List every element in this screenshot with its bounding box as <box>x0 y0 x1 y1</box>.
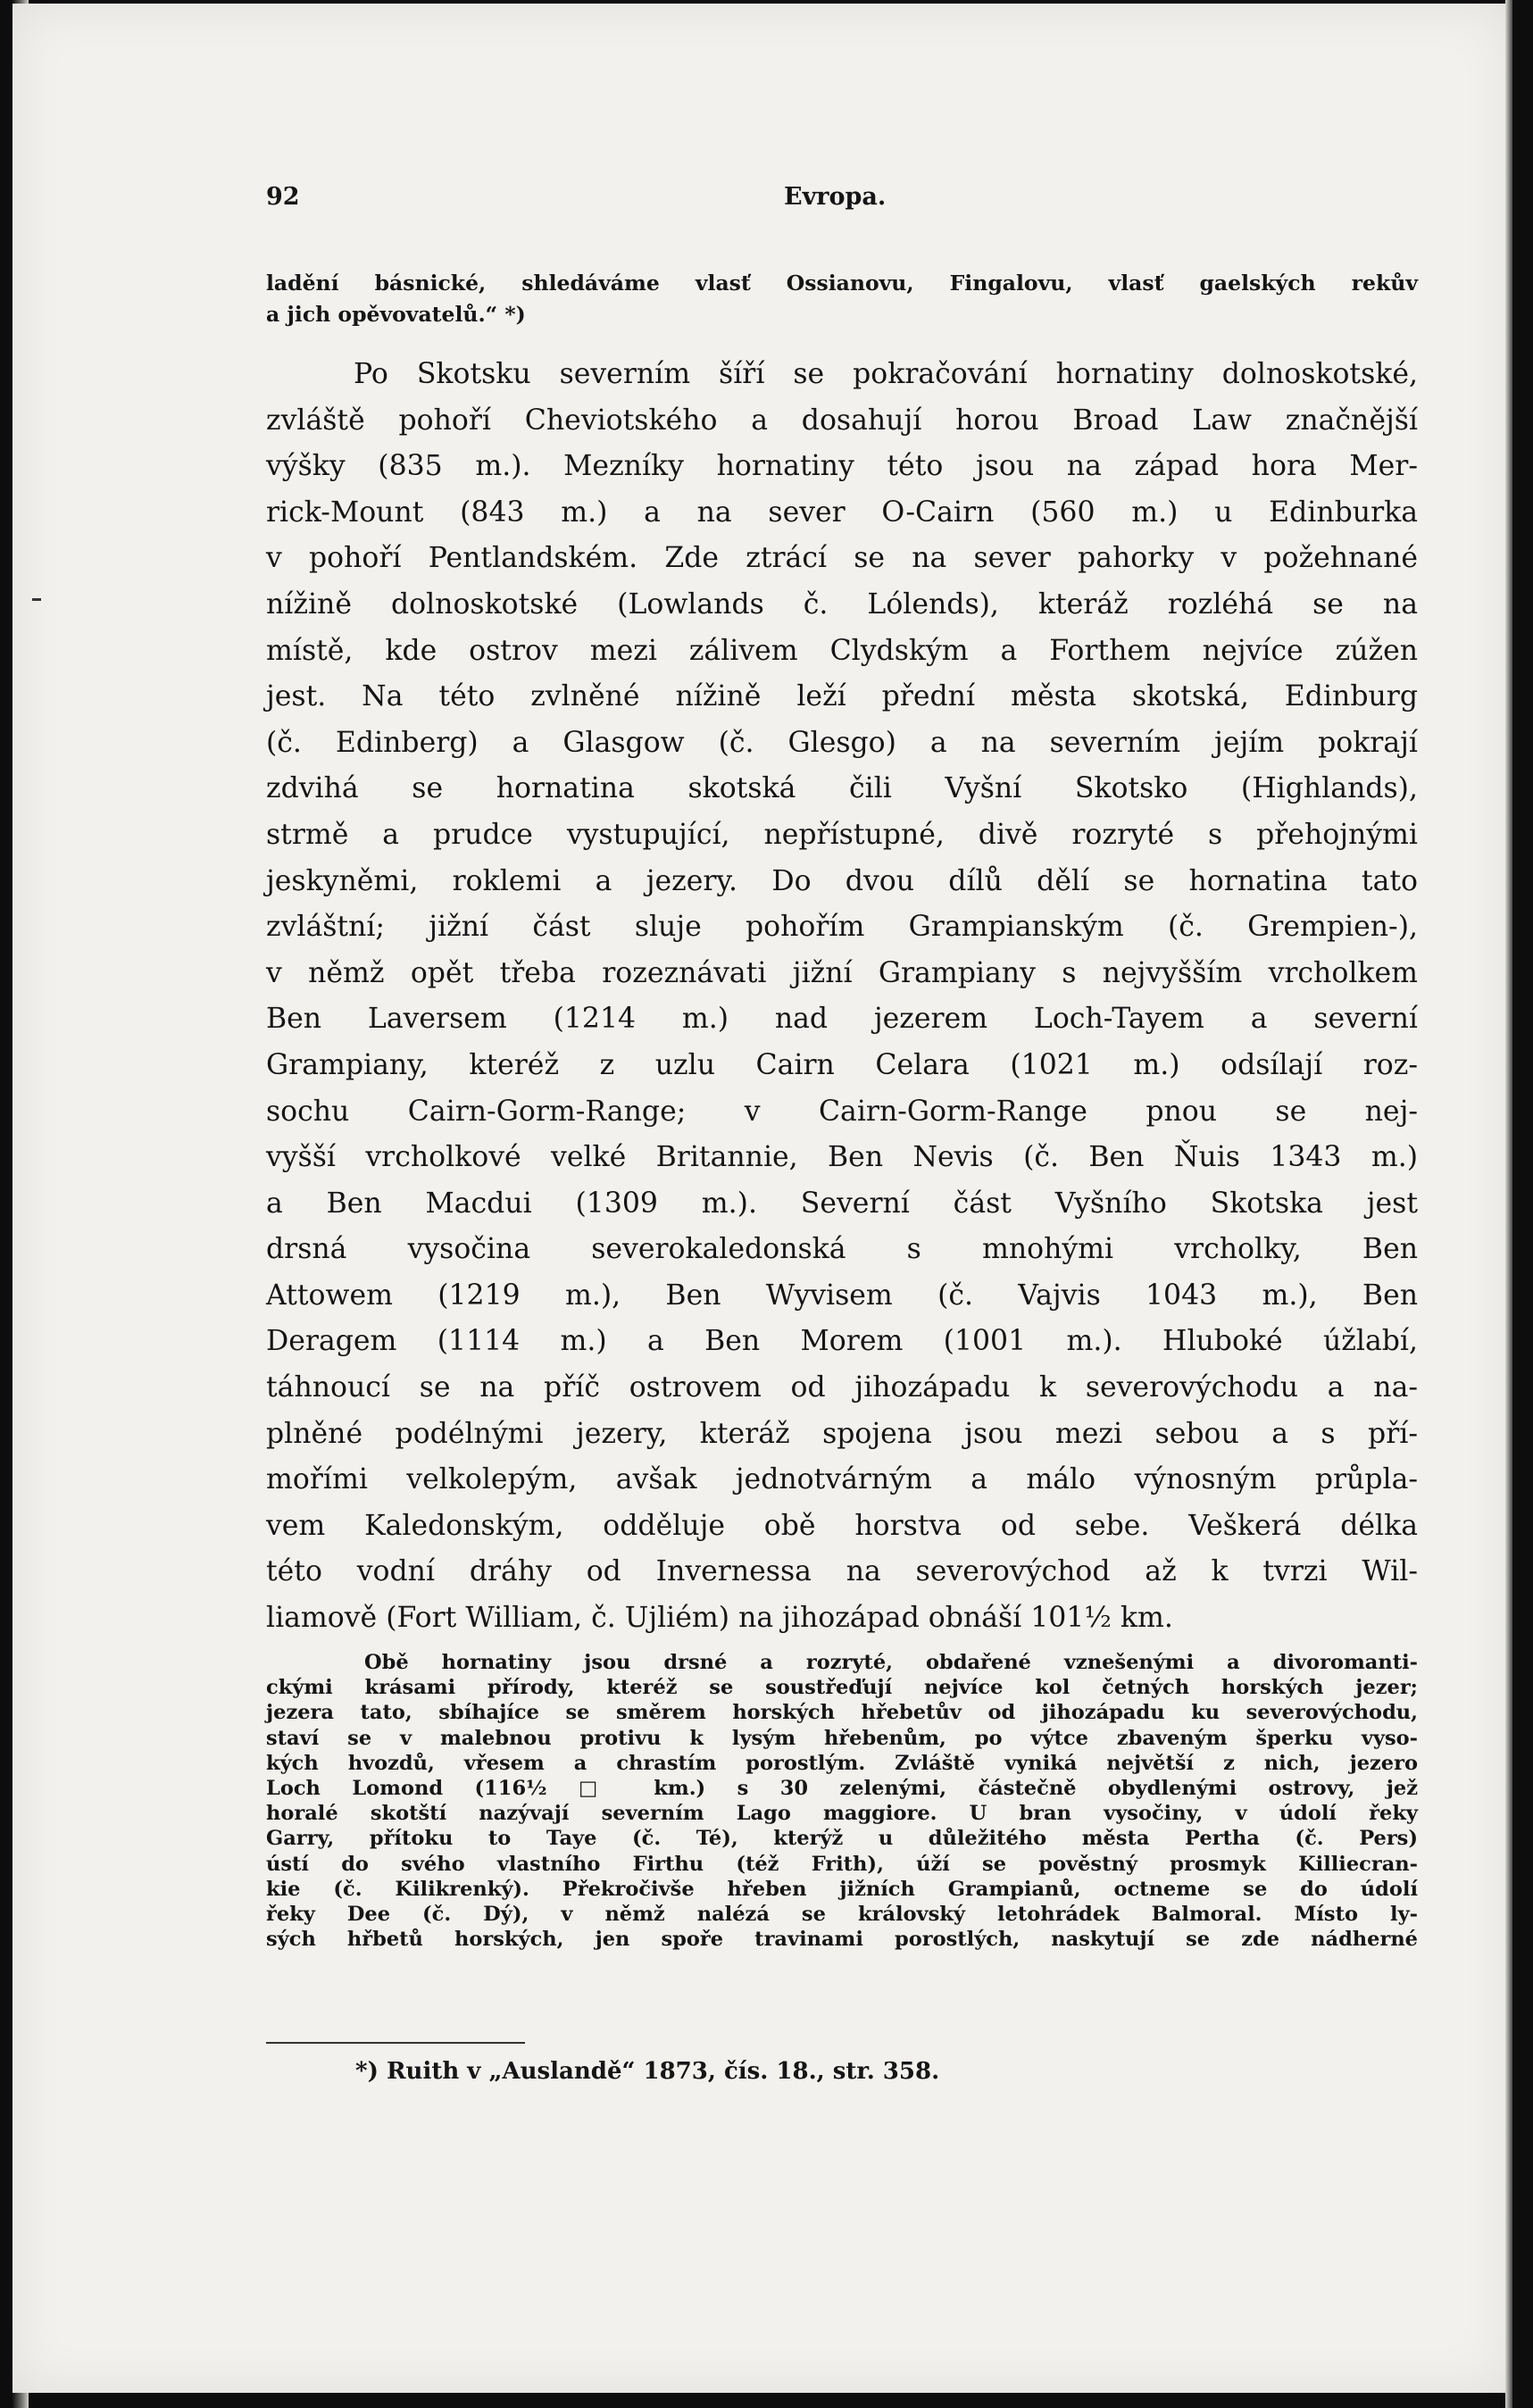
small-print-line: Loch Lomond (116½ □ km.) s 30 zelenými, částečně obydlenými ostrovy, jež <box>266 1777 1418 1801</box>
small-print-line: řeky Dee (č. Dý), v němž nalézá se královský letohrádek Balmoral. Místo ly- <box>266 1903 1418 1927</box>
small-print-line: kých hvozdů, vřesem a chrastím porostlým. Zvláště vyniká největší z nich, jezero <box>266 1751 1418 1775</box>
running-head <box>266 183 1418 219</box>
intro-paragraph <box>266 268 1418 330</box>
body-line: výšky (835 m.). Mezníky hornatiny této jsou na západ hora Mer- <box>266 450 1418 483</box>
small-print-line: jezera tato, sbíhajíce se směrem horských hřebetův od jihozápadu ku severovýchodu, <box>266 1701 1418 1725</box>
intro-line: a jich opěvovatelů.“ *) <box>266 302 526 327</box>
body-line: (č. Edinberg) a Glasgow (č. Glesgo) a na severním jejím pokrají <box>266 726 1418 759</box>
small-print-line: ckými krásami přírody, kteréž se soustřeďují nejvíce kol četných horských jezer; <box>266 1676 1418 1700</box>
body-line: této vodní dráhy od Invernessa na severovýchod až k tvrzi Wil- <box>266 1555 1418 1588</box>
body-line: sochu Cairn-Gorm-Range; v Cairn-Gorm-Range pnou se nej- <box>266 1095 1418 1128</box>
body-line: vyšší vrcholkové velké Britannie, Ben Nevis (č. Ben Ňuis 1343 m.) <box>266 1141 1418 1174</box>
body-line: Attowem (1219 m.), Ben Wyvisem (č. Vajvis 1043 m.), Ben <box>266 1279 1418 1312</box>
page-number: 92 <box>266 183 300 211</box>
body-line: plněné podélnými jezery, kteráž spojena jsou mezi sebou a s pří- <box>266 1417 1418 1450</box>
body-line: zvláštní; jižní část sluje pohořím Grampianským (č. Grempien-), <box>266 911 1418 944</box>
body-line: zdvihá se hornatina skotská čili Vyšní Skotsko (Highlands), <box>266 772 1418 805</box>
page-right-edge <box>1505 0 1512 2408</box>
footnote-rule <box>266 2042 525 2044</box>
body-line: strmě a prudce vystupující, nepřístupné, divě rozryté s přehojnými <box>266 818 1418 851</box>
body-line: Ben Laversem (1214 m.) nad jezerem Loch-Tayem a severní <box>266 1003 1418 1036</box>
body-line: v pohoří Pentlandském. Zde ztrácí se na sever pahorky v požehnané <box>266 542 1418 575</box>
small-print-line: ústí do svého vlastního Firthu (též Frith), úží se pověstný prosmyk Killiecran- <box>266 1852 1418 1876</box>
body-line: Deragem (1114 m.) a Ben Morem (1001 m.). Hluboké úžlabí, <box>266 1325 1418 1358</box>
small-print-line: horalé skotští nazývají severním Lago maggiore. U bran vysočiny, v údolí řeky <box>266 1802 1418 1826</box>
body-line: zvláště pohoří Cheviotského a dosahují horou Broad Law značnější <box>266 404 1418 437</box>
small-print-line: kie (č. Kilikrenký). Překročivše hřeben jižních Grampianů, octneme se do údolí <box>266 1877 1418 1901</box>
body-line: v němž opět třeba rozeznávati jižní Grampiany s nejvyšším vrcholkem <box>266 956 1418 989</box>
body-line: Po Skotsku severním šíří se pokračování hornatiny dolnoskotské, <box>354 358 1418 390</box>
body-line: jeskyněmi, roklemi a jezery. Do dvou dílů dělí se hornatina tato <box>266 864 1418 897</box>
body-line: jest. Na této zvlněné nížině leží přední města skotská, Edinburg <box>266 680 1418 713</box>
body-line: místě, kde ostrov mezi zálivem Clydským a Forthem nejvíce zúžen <box>266 634 1418 667</box>
body-line: Grampiany, kteréž z uzlu Cairn Celara (1021 m.) odsílají roz- <box>266 1048 1418 1081</box>
body-line: a Ben Macdui (1309 m.). Severní část Vyšního Skotska jest <box>266 1187 1418 1220</box>
header-title: Evropa. <box>784 183 887 211</box>
body-line: táhnoucí se na příč ostrovem od jihozápadu k severovýchodu a na- <box>266 1371 1418 1404</box>
small-print-line: Garry, přítoku to Taye (č. Té), kterýž u důležitého města Pertha (č. Pers) <box>266 1827 1418 1851</box>
small-print-line: Obě hornatiny jsou drsné a rozryté, obdařené vznešenými a divoromanti- <box>364 1651 1418 1674</box>
small-print-paragraph <box>266 1650 1418 1952</box>
intro-line: ladění básnické, shledáváme vlasť Ossianovu, Fingalovu, vlasť gaelských rekův <box>266 271 1418 296</box>
body-line: drsná vysočina severokaledonská s mnohými vrcholky, Ben <box>266 1233 1418 1266</box>
body-line: nížině dolnoskotské (Lowlands č. Lólends), kteráž rozléhá se na <box>266 587 1418 621</box>
body-line: rick-Mount (843 m.) a na sever O-Cairn (560 m.) u Edinburka <box>266 496 1418 529</box>
body-line: vem Kaledonským, odděluje obě horstva od sebe. Veškerá délka <box>266 1509 1418 1542</box>
margin-mark <box>32 598 41 601</box>
small-print-line: staví se v malebnou protivu k lysým hřebenům, po výtce zbaveným šperku vyso- <box>266 1726 1418 1750</box>
body-line: liamově (Fort William, č. Ujliém) na jihozápad obnáší 101½ km. <box>266 1602 1173 1635</box>
main-paragraph <box>266 352 1418 1642</box>
footnote: *) Ruith v „Auslandě“ 1873, čís. 18., str. 358. <box>355 2058 940 2085</box>
small-print-line: sých hřbetů horských, jen spoře travinami porostlých, naskytují se zde nádherné <box>266 1928 1418 1952</box>
body-line: mořími velkolepým, avšak jednotvárným a málo výnosným průpla- <box>266 1463 1418 1496</box>
